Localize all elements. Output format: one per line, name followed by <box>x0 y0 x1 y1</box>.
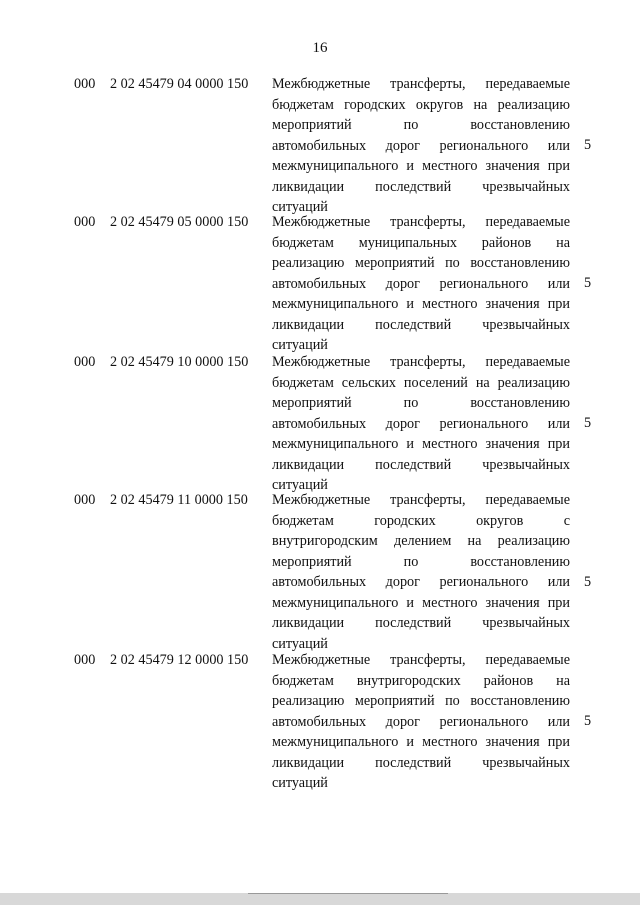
description-line: бюджетам городских округов с <box>272 512 570 529</box>
description-line: мероприятий по восстановлению <box>272 553 570 570</box>
description-line: Межбюджетные трансферты, передаваемые <box>272 492 570 508</box>
amount-value: 5 <box>584 574 592 590</box>
description-line: Межбюджетные трансферты, передаваемые <box>272 76 570 92</box>
description-line: автомобильных дорог регионального или <box>272 713 570 730</box>
income-description <box>272 212 570 356</box>
description-line: межмуниципального и местного значения при <box>272 296 570 312</box>
description-line: внутригородским делением на реализацию <box>272 533 570 549</box>
description-line: ситуаций <box>272 775 328 791</box>
income-description <box>272 490 570 654</box>
description-line: Межбюджетные трансферты, передаваемые <box>272 652 570 668</box>
description-line: бюджетам муниципальных районов на <box>272 234 570 251</box>
amount-value: 5 <box>584 137 592 153</box>
description-line: бюджетам городских округов на реализацию <box>272 96 570 113</box>
table-row <box>0 74 640 218</box>
amount-value: 5 <box>584 275 592 291</box>
admin-code: 000 <box>74 214 96 230</box>
admin-code: 000 <box>74 76 96 92</box>
description-line: ситуаций <box>272 635 328 652</box>
admin-code: 000 <box>74 354 96 370</box>
income-description <box>272 74 570 218</box>
description-line: Межбюджетные трансферты, передаваемые <box>272 354 570 370</box>
description-line: межмуниципального и местного значения при <box>272 594 570 611</box>
table-row <box>0 650 640 794</box>
income-code: 2 02 45479 05 0000 150 <box>110 214 249 230</box>
table-row <box>0 352 640 496</box>
description-line: реализацию мероприятий по восстановлению <box>272 693 570 709</box>
income-description <box>272 352 570 496</box>
description-line: межмуниципального и местного значения при <box>272 436 570 452</box>
income-code: 2 02 45479 10 0000 150 <box>110 354 249 370</box>
page-number: 16 <box>312 40 328 56</box>
description-line: автомобильных дорог регионального или <box>272 415 570 432</box>
description-line: ликвидации последствий чрезвычайных <box>272 178 570 195</box>
scan-line <box>248 893 448 894</box>
table-row <box>0 490 640 654</box>
description-line: межмуниципального и местного значения при <box>272 734 570 750</box>
income-code: 2 02 45479 12 0000 150 <box>110 652 249 668</box>
admin-code: 000 <box>74 652 96 668</box>
income-code: 2 02 45479 04 0000 150 <box>110 76 249 92</box>
description-line: мероприятий по восстановлению <box>272 395 570 411</box>
description-line: межмуниципального и местного значения при <box>272 158 570 174</box>
description-line: автомобильных дорог регионального или <box>272 275 570 292</box>
description-line: ликвидации последствий чрезвычайных <box>272 316 570 333</box>
description-line: бюджетам внутригородских районов на <box>272 672 570 689</box>
description-line: автомобильных дорог регионального или <box>272 574 570 590</box>
description-line: ситуаций <box>272 337 328 353</box>
table-row <box>0 212 640 356</box>
income-description <box>272 650 570 794</box>
amount-value: 5 <box>584 415 592 431</box>
income-code: 2 02 45479 11 0000 150 <box>110 492 248 508</box>
description-line: Межбюджетные трансферты, передаваемые <box>272 214 570 230</box>
description-line: ликвидации последствий чрезвычайных <box>272 615 570 631</box>
description-line: мероприятий по восстановлению <box>272 117 570 133</box>
description-line: ликвидации последствий чрезвычайных <box>272 456 570 473</box>
description-line: автомобильных дорог регионального или <box>272 137 570 154</box>
admin-code: 000 <box>74 492 96 508</box>
description-line: ситуаций <box>272 477 328 493</box>
description-line: ситуаций <box>272 199 328 215</box>
description-line: ликвидации последствий чрезвычайных <box>272 754 570 771</box>
scan-bottom-edge <box>0 893 640 905</box>
description-line: бюджетам сельских поселений на реализацию <box>272 374 570 391</box>
amount-value: 5 <box>584 713 592 729</box>
description-line: реализацию мероприятий по восстановлению <box>272 255 570 271</box>
